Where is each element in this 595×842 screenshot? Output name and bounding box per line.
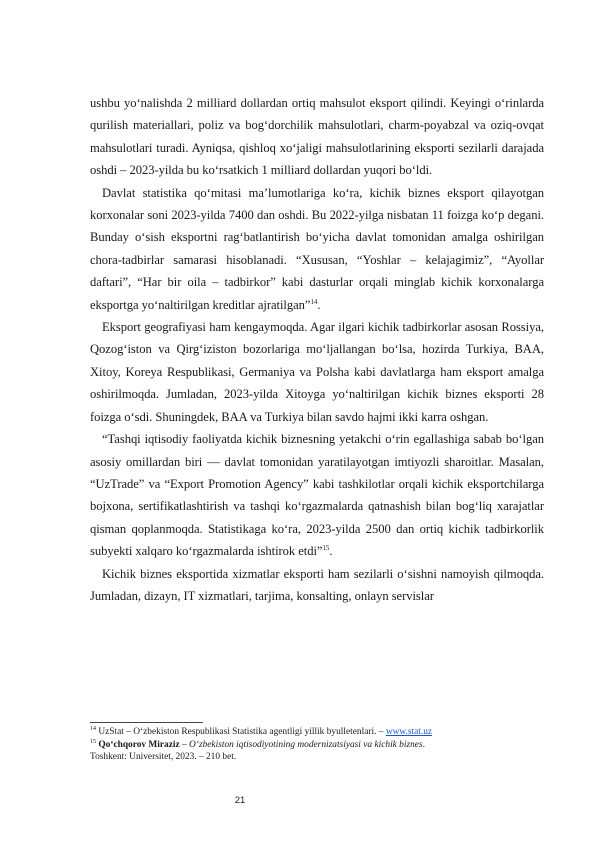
footnote-link[interactable]: www.stat.uz	[385, 727, 433, 737]
paragraph	[90, 428, 544, 562]
footnote-number: 14	[90, 725, 96, 732]
footnote-dash: –	[179, 739, 190, 750]
footnote-15	[90, 739, 544, 752]
paragraph-end: .	[317, 297, 321, 312]
footnote-divider	[90, 722, 203, 723]
paragraph-text: Davlat statistika qo‘mitasi ma’lumotlariga ko‘ra, kichik biznes eksport qilayotgan korxonalar soni 2023-yilda 7400 dan oshdi. Bu 2022-yilga nisbatan 11 foizga ko‘p degani. Bunday o‘sish eksportni rag‘batlantirish bo‘yicha davlat tomonidan amalga oshirilgan chora-tadbirlar samarasi hisoblanadi. “Xususan, “Yoshlar – kelajagimiz”, “Ayollar daftari”, “Har bir oila – tadbirkor” kabi dasturlar orqali minglab kichik korxonalarga eksportga yo‘naltirilgan kreditlar ajratilgan”	[90, 185, 544, 312]
paragraph-text: “Tashqi iqtisodiy faoliyatda kichik biznesning yetakchi o‘rin egallashiga sabab bo‘lgan asosiy omillardan biri — davlat tomonidan yaratilayotgan imtiyozli sharoitlar. Masalan, “UzTrade” va “Export Promotion Agency” kabi tashkilotlar orqali kichik eksportchilarga bojxona, sertifikatlashtirish va tashqi ko‘rgazmalarda qatnashish bilan bog‘liq xarajatlar qisman qoplanmoqda. Statistikaga ko‘ra, 2023-yilda 2500 dan ortiq kichik tadbirkorlik subyekti xalqaro ko‘rgazmalarda ishtirok etdi”	[90, 432, 544, 559]
footnote-15-continued	[90, 751, 544, 764]
paragraph-end: .	[329, 544, 333, 559]
paragraph	[90, 92, 544, 182]
paragraph-text: ushbu yo‘nalishda 2 milliard dollardan ortiq mahsulot eksport qilindi. Keyingi o‘rinlarda qurilish materiallari, poliz va bog‘dorchilik mahsulotlari, charm-poyabzal va oziq-ovqat mahsulotlari turadi. Ayniqsa, qishloq xo‘jaligi mahsulotlarining eksporti sezilarli darajada oshdi – 2023-yilda bu ko‘rsatkich 1 milliard dollardan yuqori bo‘ldi.	[90, 96, 544, 178]
page-number: 21	[234, 795, 246, 806]
footnote-period: .	[422, 739, 425, 750]
footnotes	[90, 726, 544, 764]
footnote-title: O‘zbekiston iqtisodiyotining modernizatsiyasi va kichik biznes	[189, 739, 423, 750]
footnote-text: Toshkent: Universitet, 2023. – 210 bet.	[90, 752, 237, 762]
footnote-14	[90, 726, 544, 739]
page-body	[90, 92, 544, 607]
footnote-author: Qo‘chqorov Miraziz	[96, 739, 180, 750]
paragraph	[90, 182, 544, 316]
footnote-ref-14[interactable]: 14	[310, 297, 318, 306]
paragraph-text: Eksport geografiyasi ham kengaymoqda. Agar ilgari kichik tadbirkorlar asosan Rossiya, Qozog‘iston va Qirg‘iziston bozorlariga mo‘ljallangan bo‘lsa, hozirda Turkiya, BAA, Xitoy, Koreya Respublikasi, Germaniya va Polsha kabi davlatlarga ham eksport amalga oshirilmoqda. Jumladan, 2023-yilda Xitoyga yo‘naltirilgan kichik biznes eksporti 28 foizga o‘sdi. Shuningdek, BAA va Turkiya bilan savdo hajmi ikki karra oshgan.	[90, 320, 544, 424]
footnote-ref-15[interactable]: 15	[322, 543, 330, 552]
footnote-text: UzStat – O‘zbekiston Respublikasi Statistika agentligi yillik byulletenlari. –	[96, 727, 386, 737]
paragraph	[90, 316, 544, 428]
paragraph-text: Kichik biznes eksportida xizmatlar eksporti ham sezilarli o‘sishni namoyish qilmoqda. Jumladan, dizayn, IT xizmatlari, tarjima, konsalting, onlayn servislar	[90, 566, 544, 603]
footnote-number: 15	[90, 738, 96, 745]
paragraph	[90, 563, 544, 608]
